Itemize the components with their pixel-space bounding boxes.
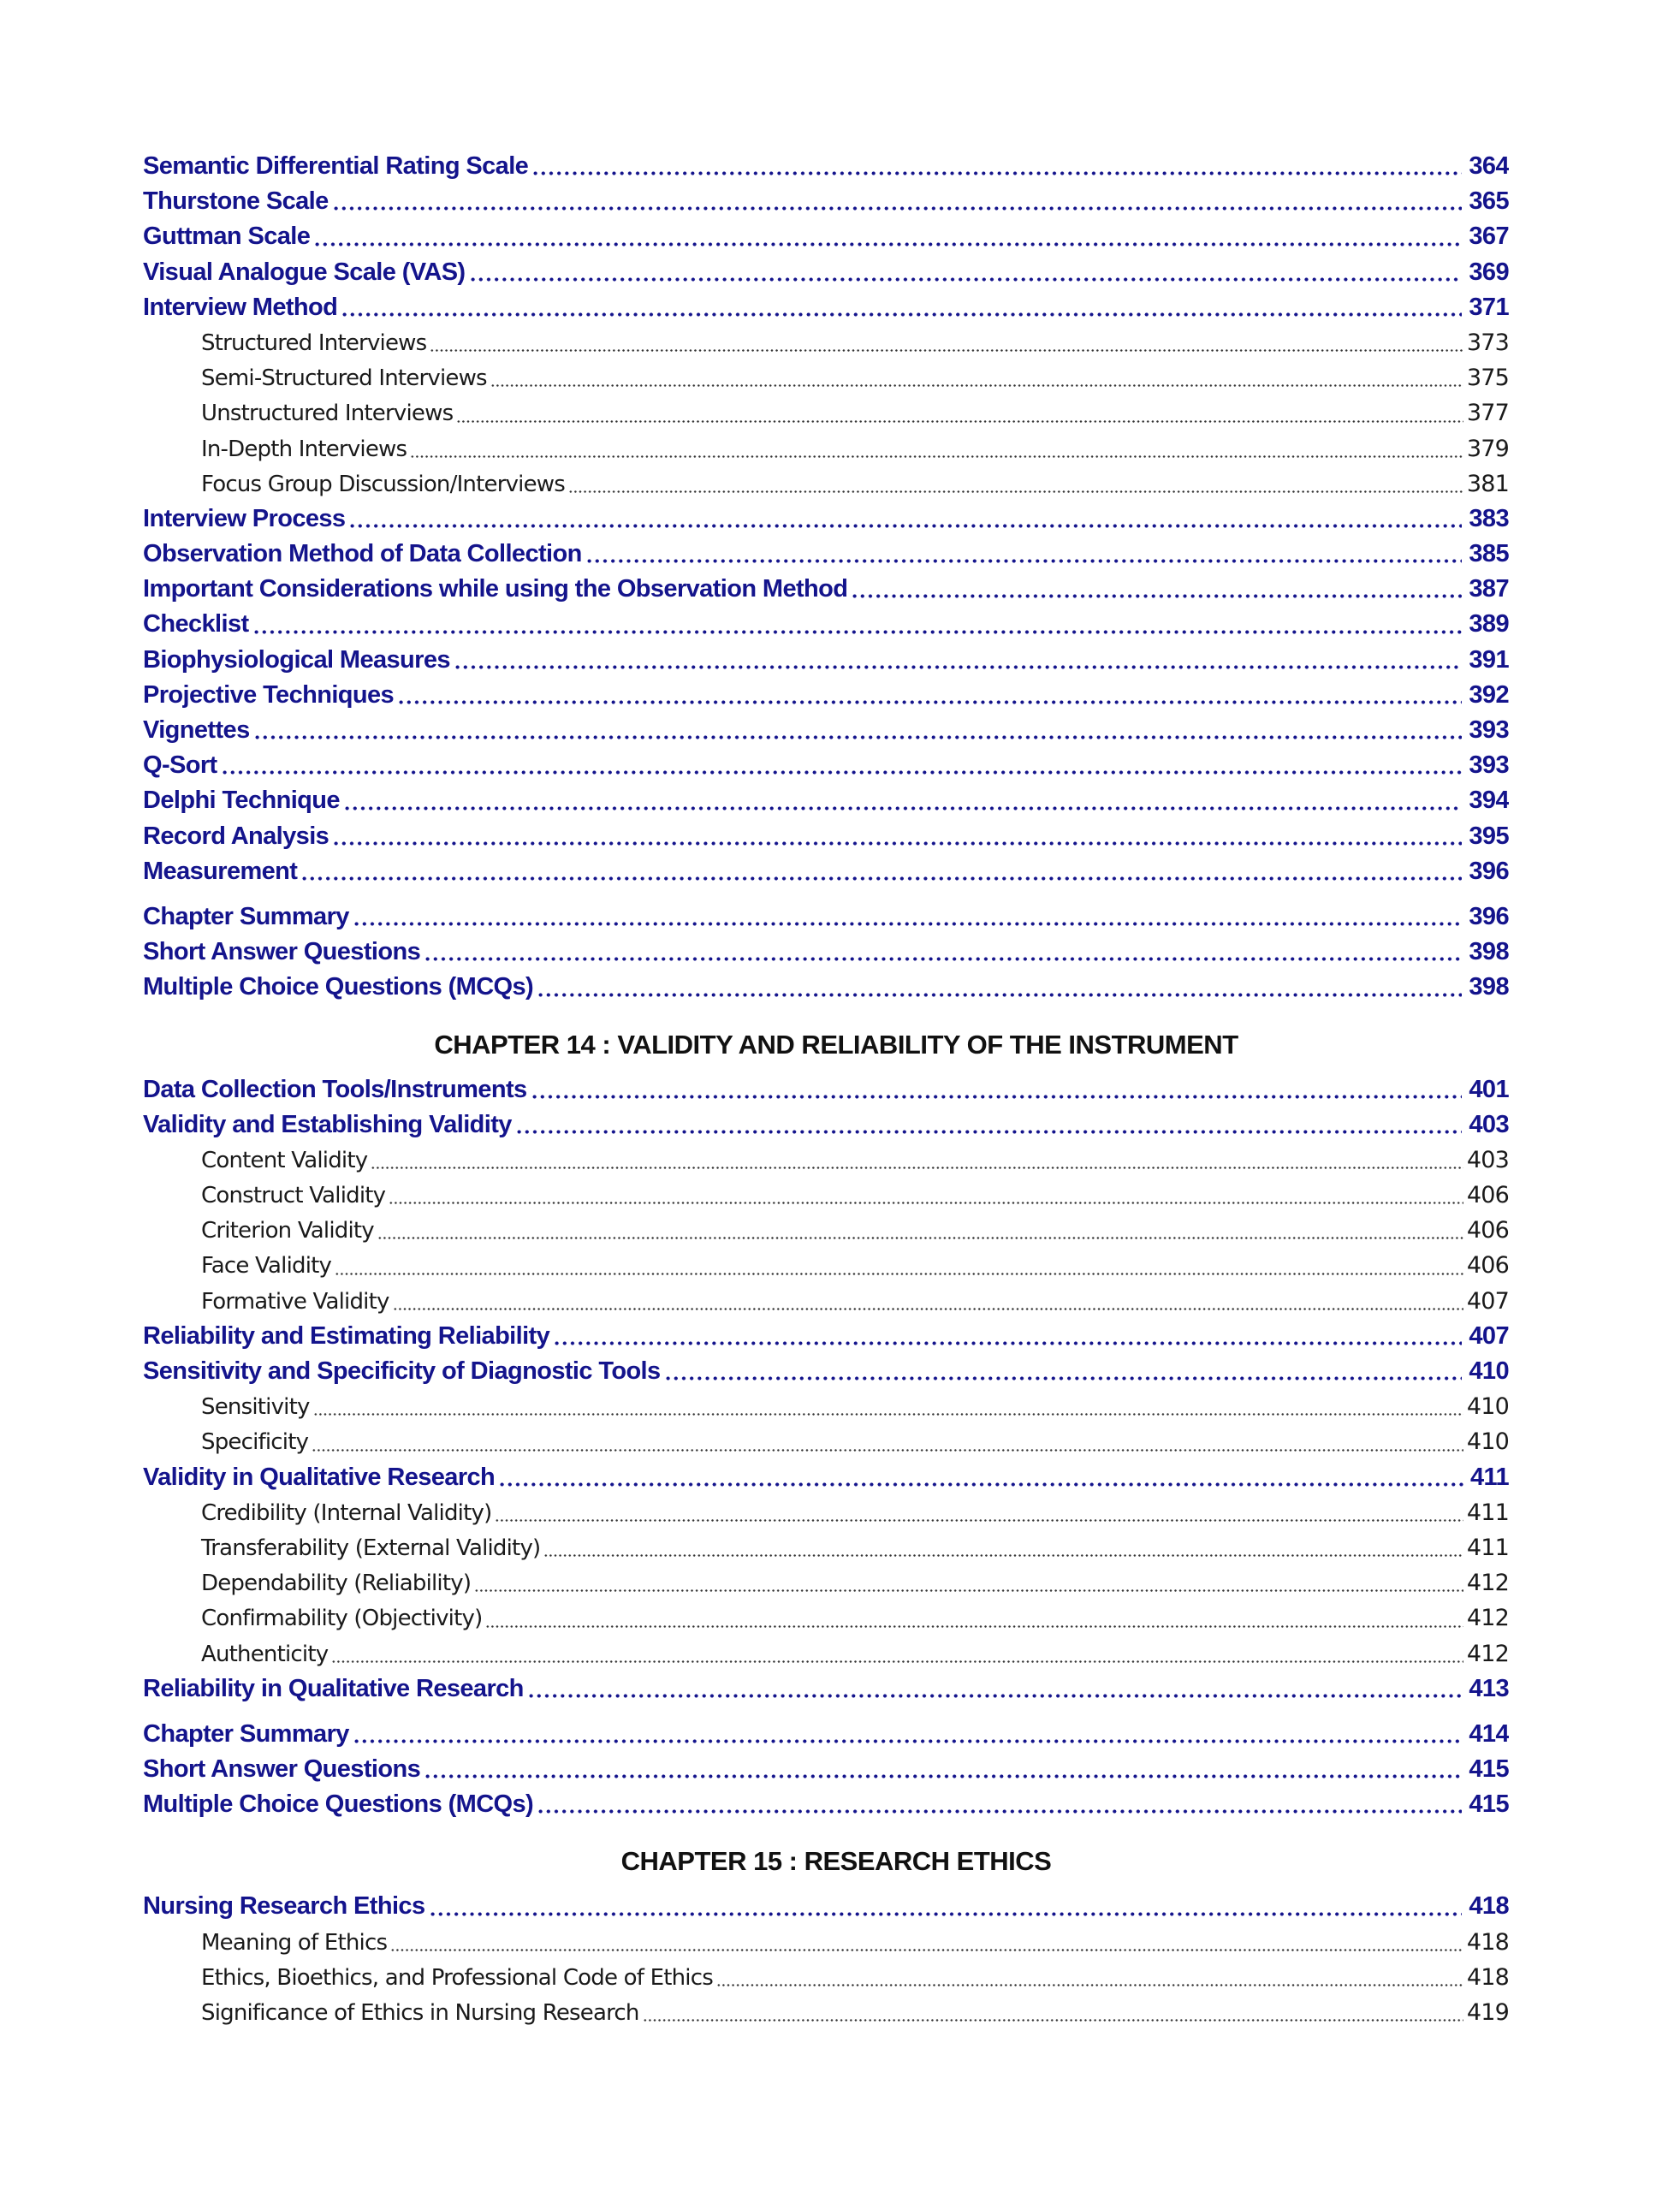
toc-subentry[interactable] [143,466,1509,502]
toc-entry[interactable] [143,1107,1509,1143]
entry-title: In-Depth Interviews [201,436,407,462]
entry-title: Content Validity [201,1147,368,1173]
toc-entry[interactable] [143,537,1509,572]
entry-title: Visual Analogue Scale (VAS) [143,258,466,286]
toc-subentry[interactable] [143,1143,1509,1178]
toc-entry[interactable] [143,713,1509,748]
toc-entry[interactable] [143,1072,1509,1107]
toc-entry[interactable] [143,184,1509,219]
toc-entry[interactable] [143,935,1509,970]
entry-title: Formative Validity [201,1288,389,1315]
toc-entry[interactable] [143,149,1509,184]
dot-leader [585,537,1463,572]
dot-leader [300,854,1462,889]
dot-leader [543,1530,1463,1565]
toc-subentry[interactable] [143,395,1509,430]
toc-entry[interactable] [143,1354,1509,1389]
toc-subentry[interactable] [143,325,1509,360]
entry-page-number: 418 [1466,1963,1509,1991]
entry-page-number: 373 [1466,329,1509,356]
dot-leader [389,1178,1463,1213]
entry-page-number: 394 [1469,787,1509,815]
entry-title: Validity and Establishing Validity [143,1110,512,1138]
toc-entry[interactable] [143,819,1509,854]
dot-leader [495,1495,1463,1530]
entry-page-number: 412 [1466,1640,1509,1667]
toc-subentry[interactable] [143,1248,1509,1283]
dot-leader [424,1752,1462,1787]
toc-subentry[interactable] [143,1213,1509,1248]
dot-leader [331,1636,1463,1671]
toc-entry[interactable] [143,1889,1509,1924]
dot-leader [851,572,1462,607]
dot-leader [335,1248,1463,1283]
dot-leader [531,149,1462,184]
entry-page-number: 381 [1466,470,1509,497]
entry-page-number: 393 [1469,751,1509,780]
toc-subentry[interactable] [143,1178,1509,1213]
entry-page-number: 415 [1469,1790,1509,1819]
entry-title: Measurement [143,857,298,885]
dot-leader [312,1424,1463,1459]
toc-subentry[interactable] [143,1495,1509,1530]
dot-leader [454,643,1463,678]
toc-subentry[interactable] [143,1284,1509,1319]
dot-leader [348,502,1462,537]
dot-leader [332,184,1463,219]
entry-page-number: 413 [1469,1674,1509,1702]
dot-leader [393,1284,1463,1319]
entry-title: Guttman Scale [143,223,311,251]
toc-entry[interactable] [143,290,1509,325]
entry-title: Semantic Differential Rating Scale [143,152,529,180]
dot-leader [424,935,1462,970]
entry-page-number: 367 [1469,223,1509,251]
entry-title: Significance of Ethics in Nursing Research [201,2000,639,2026]
chapter-heading: CHAPTER 15 : RESEARCH ETHICS [620,1846,1052,1877]
entry-title: Q-Sort [143,751,217,780]
entry-title: Short Answer Questions [143,1755,421,1784]
toc-entry[interactable] [143,854,1509,889]
toc-entry[interactable] [143,748,1509,783]
dot-leader [377,1213,1463,1248]
dot-leader [531,1072,1463,1107]
toc-entry[interactable] [143,783,1509,818]
dot-leader [537,970,1462,1005]
dot-leader [390,1925,1463,1960]
dot-leader [429,1889,1463,1924]
dot-leader [343,783,1462,818]
entry-title: Chapter Summary [143,902,349,930]
entry-page-number: 383 [1469,504,1509,532]
entry-page-number: 391 [1469,645,1509,674]
dot-leader [490,360,1463,395]
toc-subentry[interactable] [143,1565,1509,1600]
entry-title: Authenticity [201,1641,329,1667]
toc-subentry[interactable] [143,1424,1509,1459]
entry-page-number: 364 [1469,152,1509,180]
dot-leader [643,1995,1463,2030]
entry-title: Thurstone Scale [143,187,329,216]
toc-entry[interactable] [143,1717,1509,1752]
toc-entry[interactable] [143,572,1509,607]
dot-leader [221,748,1463,783]
entry-title: Construct Validity [201,1183,386,1209]
entry-title: Interview Process [143,504,346,532]
toc-entry[interactable] [143,1319,1509,1354]
entry-page-number: 365 [1469,187,1509,216]
dot-leader [474,1565,1463,1600]
dot-leader [410,431,1463,466]
dot-leader [430,325,1463,360]
toc-subentry[interactable] [143,1995,1509,2030]
entry-page-number: 410 [1469,1357,1509,1385]
dot-leader [553,1319,1462,1354]
entry-title: Specificity [201,1429,309,1456]
dot-leader [332,819,1462,854]
entry-title: Nursing Research Ethics [143,1892,425,1921]
dot-leader [498,1460,1463,1495]
entry-page-number: 412 [1466,1570,1509,1597]
entry-page-number: 403 [1469,1110,1509,1138]
dot-leader [313,1389,1463,1424]
dot-leader [515,1107,1463,1143]
dot-leader [485,1600,1463,1636]
entry-page-number: 412 [1466,1605,1509,1632]
entry-title: Multiple Choice Questions (MCQs) [143,1790,534,1819]
entry-page-number: 411 [1470,1463,1509,1491]
toc-entry[interactable] [143,1460,1509,1495]
entry-title: Dependability (Reliability) [201,1571,472,1597]
dot-leader [568,466,1463,502]
toc-subentry[interactable] [143,1600,1509,1636]
entry-page-number: 411 [1466,1499,1509,1526]
dot-leader [253,713,1463,748]
toc-subentry[interactable] [143,1389,1509,1424]
toc-entry[interactable] [143,1787,1509,1822]
dot-leader [527,1671,1463,1707]
entry-page-number: 371 [1469,293,1509,321]
entry-page-number: 389 [1469,610,1509,638]
entry-title: Interview Method [143,293,338,321]
entry-page-number: 395 [1469,822,1509,850]
dot-leader [353,1717,1463,1752]
dot-leader [313,219,1462,254]
entry-title: Face Validity [201,1253,332,1280]
entry-title: Confirmability (Objectivity) [201,1606,483,1632]
toc-entry[interactable] [143,970,1509,1005]
entry-page-number: 369 [1469,258,1509,286]
dot-leader [716,1960,1463,1995]
entry-title: Sensitivity and Specificity of Diagnostic Tools [143,1357,661,1385]
table-of-contents [143,149,1509,2030]
toc-entry[interactable] [143,502,1509,537]
entry-page-number: 398 [1469,973,1509,1001]
toc-subentry[interactable] [143,1530,1509,1565]
entry-page-number: 392 [1469,680,1509,709]
entry-title: Ethics, Bioethics, and Professional Code of Ethics [201,1964,713,1991]
entry-title: Transferability (External Validity) [201,1535,541,1561]
entry-page-number: 398 [1469,938,1509,966]
dot-leader [252,607,1463,642]
entry-title: Multiple Choice Questions (MCQs) [143,973,534,1001]
dot-leader [397,678,1462,713]
entry-title: Vignettes [143,716,250,744]
entry-page-number: 414 [1469,1719,1509,1748]
entry-title: Criterion Validity [201,1218,374,1244]
toc-entry[interactable] [143,219,1509,254]
toc-entry[interactable] [143,1752,1509,1787]
dot-leader [537,1787,1462,1822]
toc-subentry[interactable] [143,1960,1509,1995]
entry-page-number: 406 [1466,1252,1509,1280]
entry-page-number: 419 [1466,1999,1509,2026]
entry-title: Checklist [143,610,249,638]
entry-title: Reliability and Estimating Reliability [143,1321,550,1350]
toc-entry[interactable] [143,1671,1509,1707]
entry-page-number: 401 [1469,1075,1509,1103]
entry-title: Structured Interviews [201,330,427,356]
entry-title: Important Considerations while using the Observation Method [143,575,848,603]
toc-subentry[interactable] [143,431,1509,466]
dot-leader [371,1143,1463,1178]
entry-page-number: 407 [1469,1321,1509,1350]
entry-page-number: 379 [1466,435,1509,462]
entry-page-number: 403 [1466,1146,1509,1173]
entry-page-number: 393 [1469,716,1509,744]
entry-title: Observation Method of Data Collection [143,540,582,568]
toc-entry[interactable] [143,255,1509,290]
entry-page-number: 385 [1469,540,1509,568]
entry-page-number: 406 [1466,1217,1509,1244]
dot-leader [353,900,1463,935]
entry-page-number: 418 [1466,1928,1509,1956]
entry-page-number: 396 [1469,857,1509,885]
entry-title: Projective Techniques [143,680,395,709]
toc-subentry[interactable] [143,360,1509,395]
entry-title: Sensitivity [201,1394,310,1421]
entry-title: Focus Group Discussion/Interviews [201,471,566,497]
entry-page-number: 406 [1466,1182,1509,1209]
entry-page-number: 410 [1466,1428,1509,1456]
entry-title: Reliability in Qualitative Research [143,1674,524,1702]
entry-page-number: 396 [1469,902,1509,930]
dot-leader [341,290,1462,325]
entry-title: Delphi Technique [143,787,340,815]
entry-page-number: 377 [1466,400,1509,427]
entry-title: Record Analysis [143,822,329,850]
entry-page-number: 407 [1466,1287,1509,1315]
toc-subentry[interactable] [143,1636,1509,1671]
entry-page-number: 410 [1466,1393,1509,1421]
dot-leader [664,1354,1463,1389]
entry-page-number: 418 [1469,1892,1509,1921]
toc-entry[interactable] [143,900,1509,935]
entry-page-number: 415 [1469,1755,1509,1784]
entry-title: Chapter Summary [143,1719,349,1748]
toc-entry[interactable] [143,607,1509,642]
entry-title: Meaning of Ethics [201,1929,388,1956]
entry-title: Validity in Qualitative Research [143,1463,496,1491]
toc-entry[interactable] [143,643,1509,678]
dot-leader [456,395,1463,430]
chapter-heading: CHAPTER 14 : VALIDITY AND RELIABILITY OF THE INSTRUMENT [434,1029,1238,1060]
toc-subentry[interactable] [143,1925,1509,1960]
entry-page-number: 387 [1469,575,1509,603]
entry-page-number: 411 [1466,1534,1509,1561]
toc-entry[interactable] [143,678,1509,713]
entry-title: Data Collection Tools/Instruments [143,1075,527,1103]
entry-title: Short Answer Questions [143,938,421,966]
entry-title: Biophysiological Measures [143,645,450,674]
entry-title: Semi-Structured Interviews [201,365,487,392]
entry-title: Unstructured Interviews [201,401,454,427]
dot-leader [469,255,1463,290]
entry-title: Credibility (Internal Validity) [201,1499,492,1526]
entry-page-number: 375 [1466,365,1509,392]
